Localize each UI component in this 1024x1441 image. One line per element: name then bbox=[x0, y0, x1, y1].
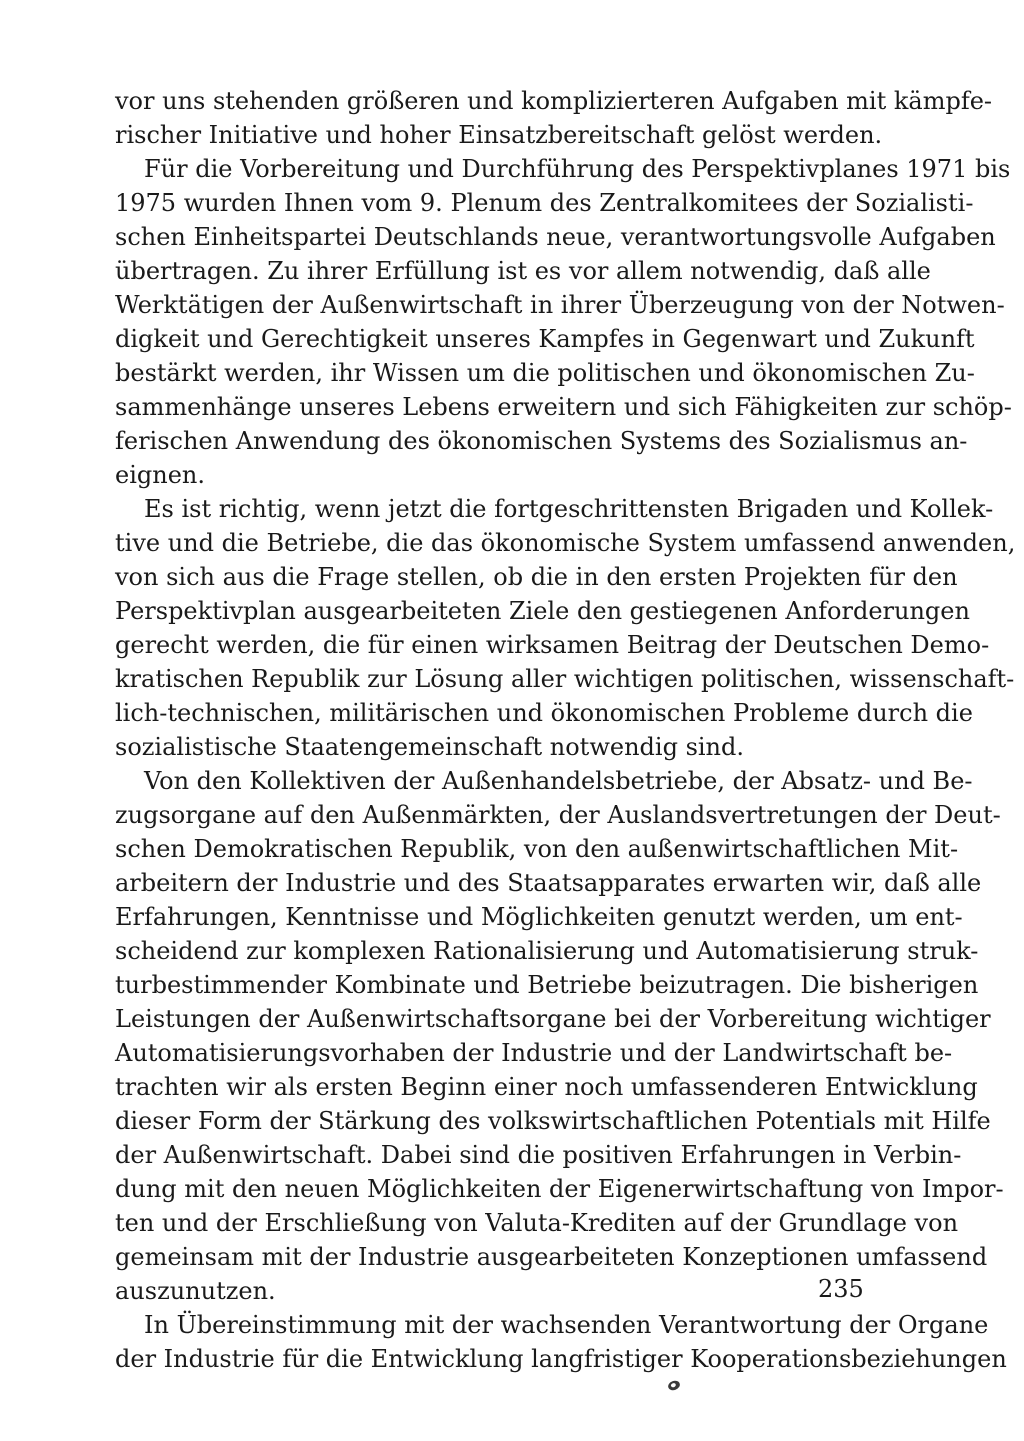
text-line: schen Demokratischen Republik, von den außenwirtschaftlichen Mit- bbox=[115, 835, 959, 863]
text-line: übertragen. Zu ihrer Erfüllung ist es vor allem notwendig, daß alle bbox=[115, 257, 931, 285]
text-line: kratischen Republik zur Lösung aller wichtigen politischen, wissenschaft- bbox=[115, 665, 1015, 693]
text-line: tive und die Betriebe, die das ökonomische System umfassend anwenden, bbox=[115, 529, 1016, 557]
text-line: der Industrie für die Entwicklung langfristiger Kooperationsbeziehungen bbox=[115, 1345, 1007, 1373]
text-line: Perspektivplan ausgearbeiteten Ziele den gestiegenen Anforderungen bbox=[115, 597, 970, 625]
text-line: Erfahrungen, Kenntnisse und Möglichkeiten genutzt werden, um ent- bbox=[115, 903, 963, 931]
text-line: digkeit und Gerechtigkeit unseres Kampfes in Gegenwart und Zukunft bbox=[115, 325, 975, 353]
text-line: bestärkt werden, ihr Wissen um die politischen und ökonomischen Zu- bbox=[115, 359, 975, 387]
text-line: scheidend zur komplexen Rationalisierung und Automatisierung struk- bbox=[115, 937, 979, 965]
text-line: vor uns stehenden größeren und komplizierteren Aufgaben mit kämpfe- bbox=[115, 87, 993, 115]
text-line: ferischen Anwendung des ökonomischen Systems des Sozialismus an- bbox=[115, 427, 968, 455]
text-line: dung mit den neuen Möglichkeiten der Eigenerwirtschaftung von Impor- bbox=[115, 1175, 1004, 1203]
text-line: auszunutzen. bbox=[115, 1277, 276, 1305]
paragraph bbox=[115, 1308, 1007, 1376]
text-line: rischer Initiative und hoher Einsatzbereitschaft gelöst werden. bbox=[115, 121, 883, 149]
text-line: gerecht werden, die für einen wirksamen Beitrag der Deutschen Demo- bbox=[115, 631, 990, 659]
text-line: der Außenwirtschaft. Dabei sind die positiven Erfahrungen in Verbin- bbox=[115, 1141, 962, 1169]
paragraph bbox=[115, 152, 1012, 492]
paragraph bbox=[115, 764, 1004, 1308]
text-line: eignen. bbox=[115, 461, 205, 489]
text-line: Es ist richtig, wenn jetzt die fortgeschrittensten Brigaden und Kollek- bbox=[144, 495, 994, 523]
text-line: sammenhänge unseres Lebens erweitern und sich Fähigkeiten zur schöp- bbox=[115, 393, 1012, 421]
text-line: von sich aus die Frage stellen, ob die in den ersten Projekten für den bbox=[115, 563, 958, 591]
text-line: Automatisierungsvorhaben der Industrie und der Landwirtschaft be- bbox=[115, 1039, 953, 1067]
text-line: turbestimmender Kombinate und Betriebe beizutragen. Die bisherigen bbox=[115, 971, 979, 999]
text-line: sozialistische Staatengemeinschaft notwendig sind. bbox=[115, 733, 745, 761]
paragraph bbox=[115, 84, 993, 152]
ornament-icon bbox=[667, 1379, 681, 1392]
page-body bbox=[115, 84, 1016, 1376]
text-line: Für die Vorbereitung und Durchführung des Perspektivplanes 1971 bis bbox=[144, 155, 1011, 183]
text-line: Leistungen der Außenwirtschaftsorgane bei der Vorbereitung wichtiger bbox=[115, 1005, 991, 1033]
text-line: ten und der Erschließung von Valuta-Krediten auf der Grundlage von bbox=[115, 1209, 959, 1237]
text-line: zugsorgane auf den Außenmärkten, der Auslandsvertretungen der Deut- bbox=[115, 801, 1001, 829]
text-line: schen Einheitspartei Deutschlands neue, verantwortungsvolle Aufgaben bbox=[115, 223, 996, 251]
text-line: 1975 wurden Ihnen vom 9. Plenum des Zentralkomitees der Sozialisti- bbox=[115, 189, 974, 217]
paragraph bbox=[115, 492, 1016, 764]
text-line: dieser Form der Stärkung des volkswirtschaftlichen Potentials mit Hilfe bbox=[115, 1107, 991, 1135]
text-line: Werktätigen der Außenwirtschaft in ihrer Überzeugung von der Notwen- bbox=[115, 291, 1005, 319]
text-line: gemeinsam mit der Industrie ausgearbeiteten Konzeptionen umfassend bbox=[115, 1243, 988, 1271]
page-number: 235 bbox=[818, 1275, 864, 1303]
text-line: In Übereinstimmung mit der wachsenden Verantwortung der Organe bbox=[144, 1311, 989, 1339]
text-line: arbeitern der Industrie und des Staatsapparates erwarten wir, daß alle bbox=[115, 869, 982, 897]
text-line: lich-technischen, militärischen und ökonomischen Probleme durch die bbox=[115, 699, 973, 727]
text-line: Von den Kollektiven der Außenhandelsbetriebe, der Absatz- und Be- bbox=[144, 767, 973, 795]
text-line: trachten wir als ersten Beginn einer noch umfassenderen Entwicklung bbox=[115, 1073, 978, 1101]
